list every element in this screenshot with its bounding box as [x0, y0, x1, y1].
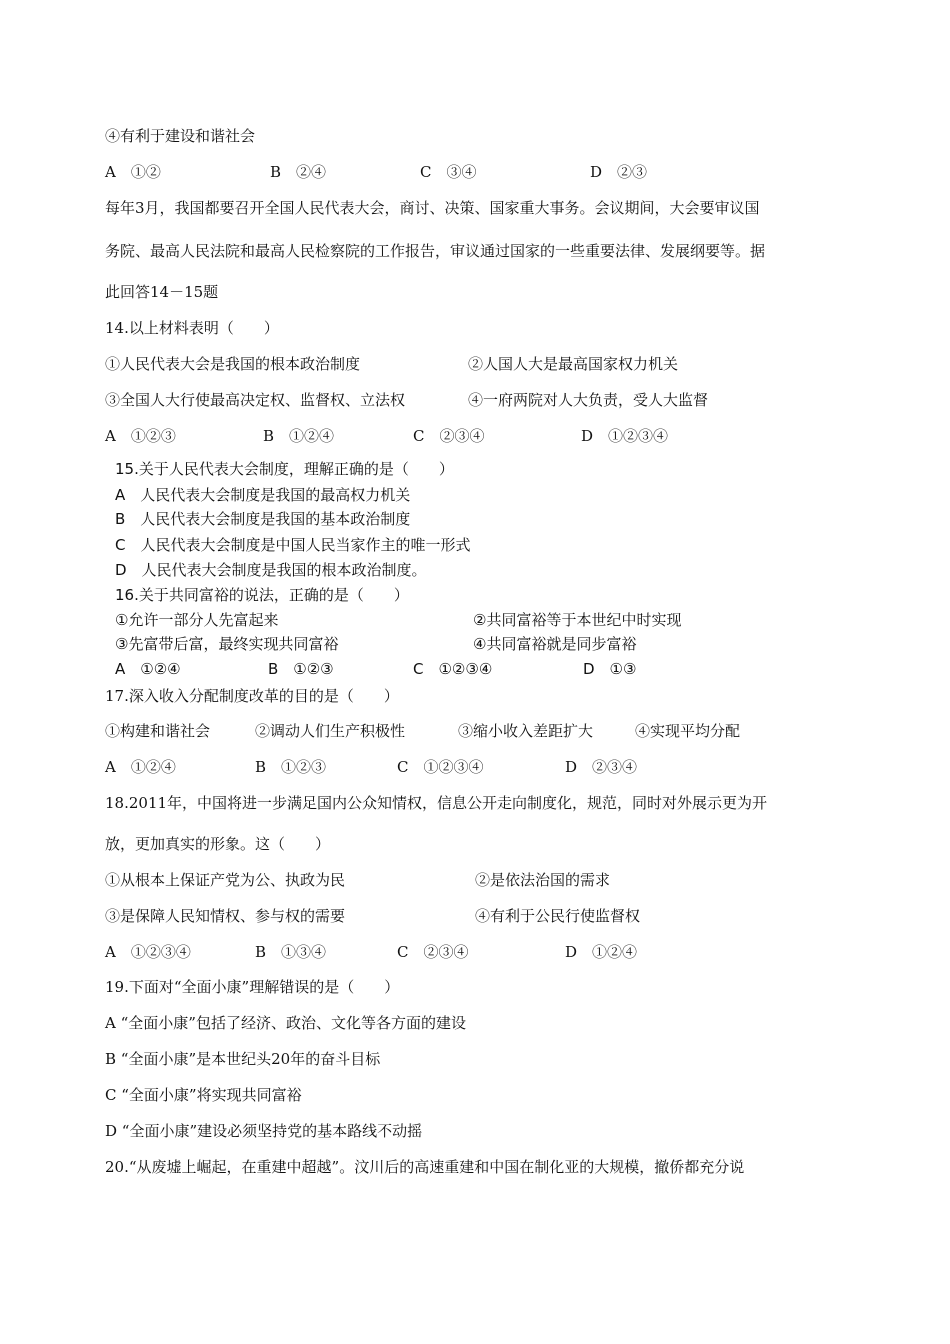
option-b: B “全面小康”是本世纪头20年的奋斗目标: [105, 1050, 381, 1068]
text-line: 放，更加真实的形象。这（ ）: [105, 835, 331, 853]
option-d: D ①③: [583, 660, 637, 678]
option-d: D ②③④: [565, 758, 638, 776]
option-d: D 人民代表大会制度是我国的根本政治制度。: [115, 561, 427, 579]
option-b: B 人民代表大会制度是我国的基本政治制度: [115, 510, 411, 528]
option-a: A ①②: [105, 163, 161, 181]
option-a: A 人民代表大会制度是我国的最高权力机关: [115, 486, 411, 504]
statement: ④实现平均分配: [635, 722, 741, 740]
question-19: 19.下面对“全面小康”理解错误的是（ ）: [105, 978, 400, 996]
statement-row: [105, 390, 865, 410]
answer-options: [105, 426, 865, 446]
question-20: 20.“从废墟上崛起，在重建中超越”。汶川后的高速重建和中国在制化亚的大规模，撤侨都充分说: [105, 1158, 745, 1176]
text-line: ④有利于建设和谐社会: [105, 127, 256, 145]
statement: ①从根本上保证产党为公、执政为民: [105, 871, 346, 889]
statement: ②人国人大是最高国家权力机关: [468, 355, 679, 373]
statement: ③先富带后富，最终实现共同富裕: [115, 635, 339, 653]
option-d: D “全面小康”建设必须坚持党的基本路线不动摇: [105, 1122, 423, 1140]
statement: ③是保障人民知情权、参与权的需要: [105, 907, 346, 925]
option-c: C ①②③④: [397, 758, 484, 776]
option-c: C “全面小康”将实现共同富裕: [105, 1086, 302, 1104]
answer-options: [105, 757, 865, 777]
text-line: 此回答14－15题: [105, 283, 219, 301]
option-a: A ①②④: [105, 758, 176, 776]
statement: ②共同富裕等于本世纪中时实现: [473, 611, 682, 629]
option-a: A ①②④: [115, 660, 181, 678]
option-c: C 人民代表大会制度是中国人民当家作主的唯一形式: [115, 536, 471, 554]
question-14: 14.以上材料表明（ ）: [105, 319, 279, 337]
statement: ④共同富裕就是同步富裕: [473, 635, 637, 653]
option-a: A ①②③④: [105, 943, 191, 961]
option-d: D ②③: [590, 163, 648, 181]
statement: ①人民代表大会是我国的根本政治制度: [105, 355, 361, 373]
statement: ④有利于公民行使监督权: [475, 907, 641, 925]
question-17: 17.深入收入分配制度改革的目的是（ ）: [105, 687, 399, 705]
statement: ①构建和谐社会: [105, 722, 211, 740]
statement-row: [105, 906, 865, 926]
option-d: D ①②④: [565, 943, 638, 961]
statement: ②是依法治国的需求: [475, 871, 611, 889]
statement-row: [115, 610, 875, 630]
statement-row: [105, 354, 865, 374]
text-line: 务院、最高人民法院和最高人民检察院的工作报告，审议通过国家的一些重要法律、发展纲要等。据: [105, 242, 766, 260]
statement-row: [105, 721, 865, 741]
option-b: B ①③④: [255, 943, 327, 961]
option-c: C ①②③④: [413, 660, 493, 678]
statement-row: [115, 634, 875, 654]
option-b: B ①②④: [263, 427, 335, 445]
statement: ③缩小收入差距扩大: [458, 722, 594, 740]
option-a: A ①②③: [105, 427, 176, 445]
option-b: B ②④: [270, 163, 327, 181]
text-line: 每年3月，我国都要召开全国人民代表大会，商讨、决策、国家重大事务。会议期间，大会要审议国: [105, 199, 760, 217]
option-c: C ③④: [420, 163, 477, 181]
statement: ②调动人们生产积极性: [255, 722, 406, 740]
question-16: 16.关于共同富裕的说法，正确的是（ ）: [115, 586, 409, 604]
option-c: C ②③④: [397, 943, 469, 961]
option-b: B ①②③: [255, 758, 327, 776]
option-c: C ②③④: [413, 427, 485, 445]
answer-options: [115, 659, 875, 679]
statement-row: [105, 870, 865, 890]
answer-options: [105, 942, 865, 962]
statement: ①允许一部分人先富起来: [115, 611, 279, 629]
option-b: B ①②③: [268, 660, 334, 678]
statement: ③全国人大行使最高决定权、监督权、立法权: [105, 391, 406, 409]
answer-options: [105, 162, 865, 182]
question-18: 18.2011年，中国将进一步满足国内公众知情权，信息公开走向制度化，规范，同时对外展示更为开: [105, 794, 768, 812]
option-d: D ①②③④: [581, 427, 669, 445]
question-15: 15.关于人民代表大会制度，理解正确的是（ ）: [115, 460, 454, 478]
statement: ④一府两院对人大负责，受人大监督: [468, 391, 709, 409]
option-a: A “全面小康”包括了经济、政治、文化等各方面的建设: [105, 1014, 466, 1032]
